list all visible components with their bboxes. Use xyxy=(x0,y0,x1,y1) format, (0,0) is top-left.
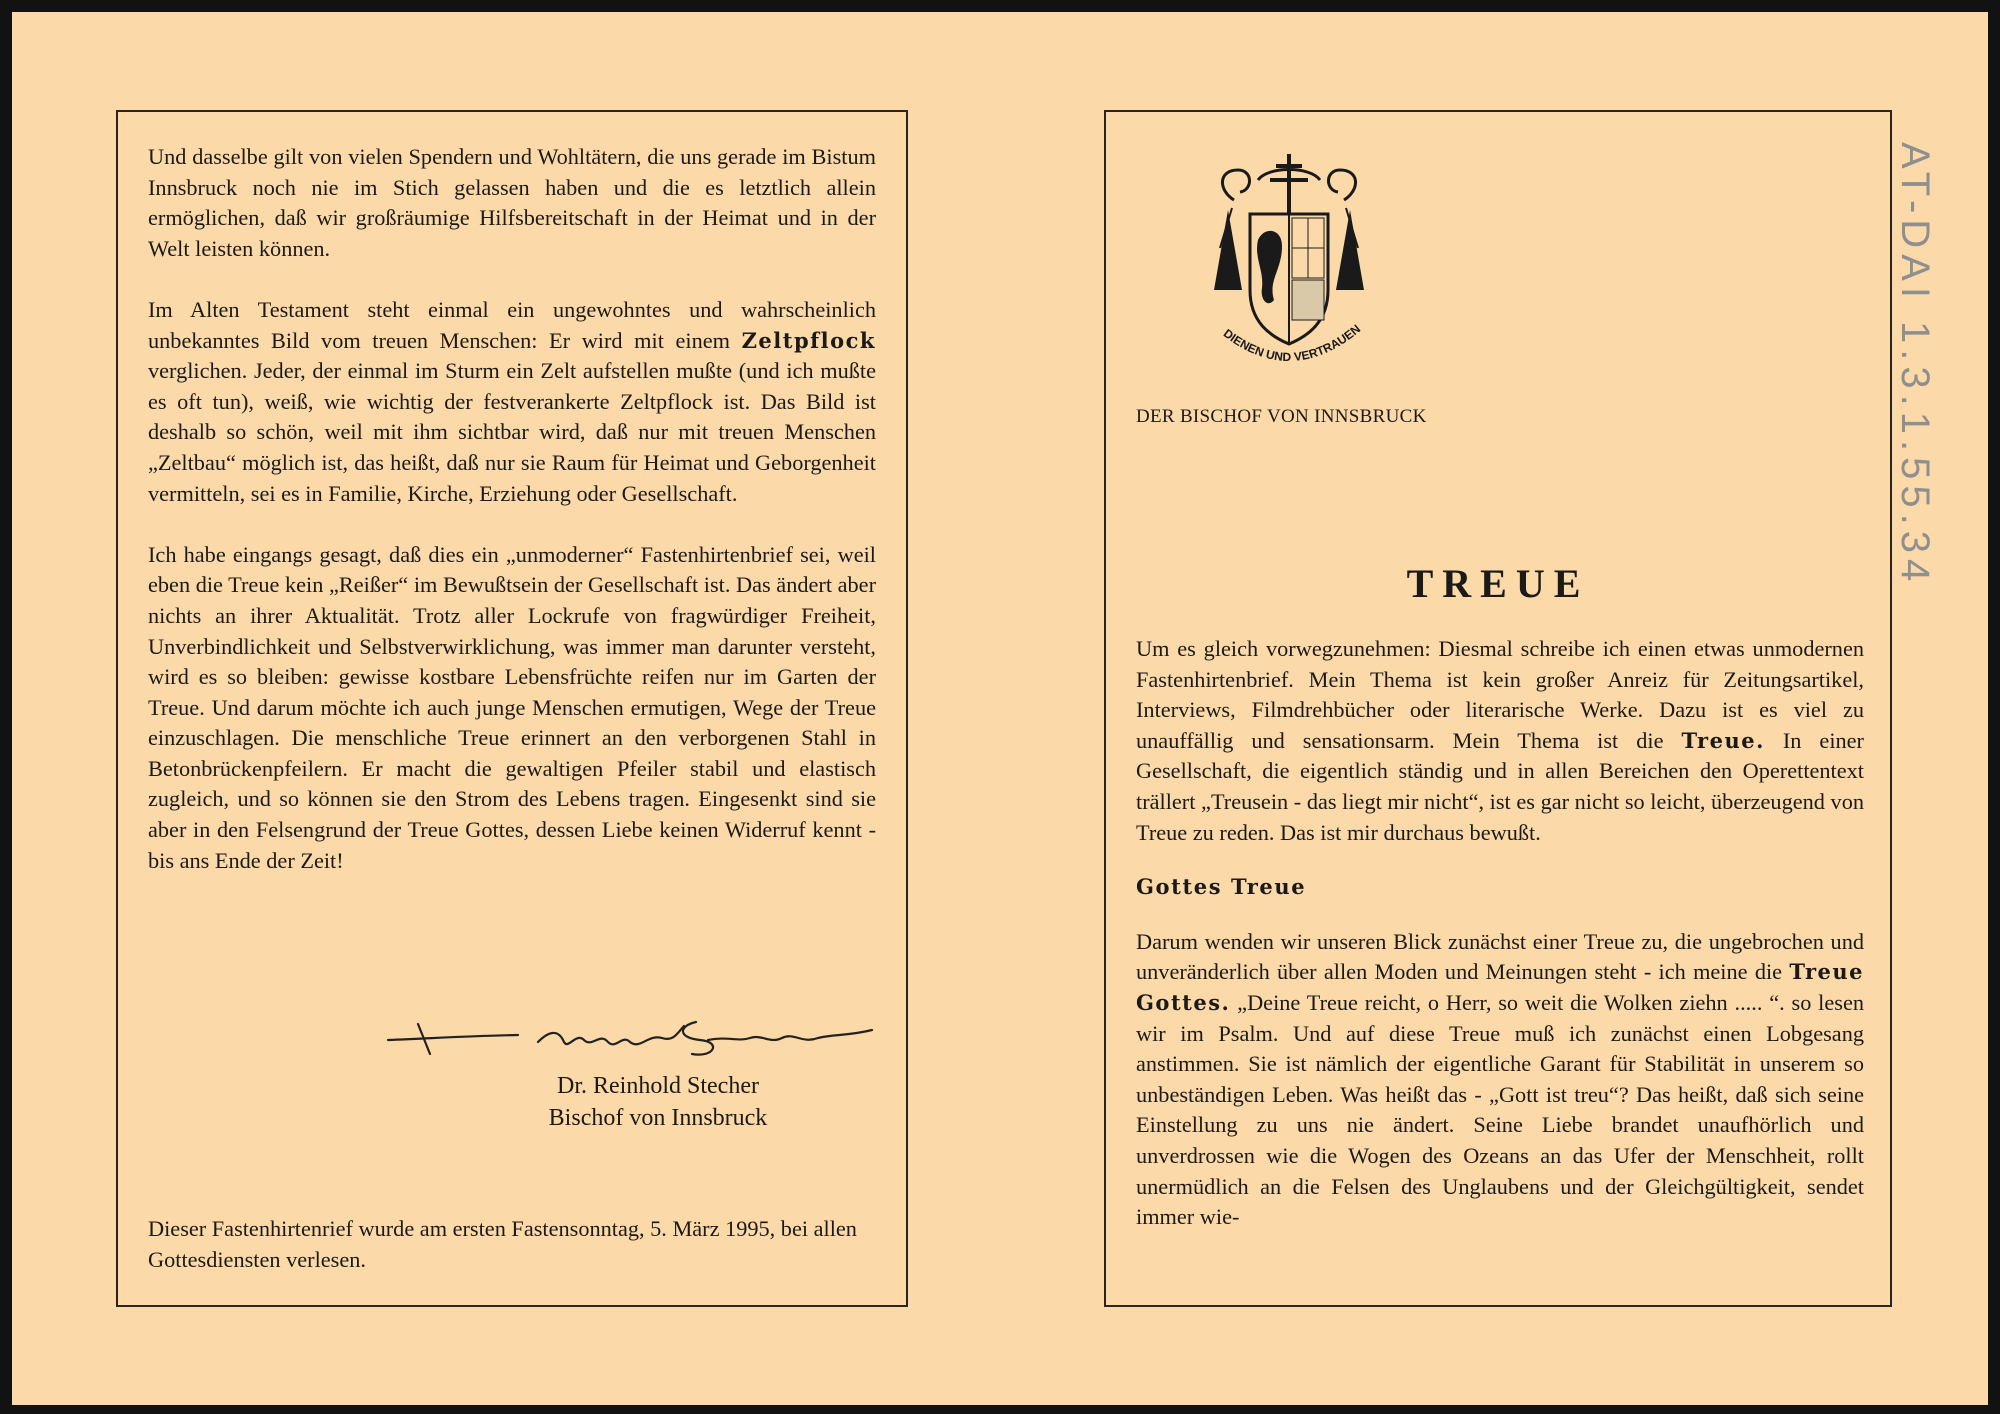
text-run: Im Alten Testament steht einmal ein ungewohntes und wahrscheinlich unbekanntes Bild vom treuen Menschen: Er wird mit einem xyxy=(148,296,876,353)
signer-title: Bischof von Innsbruck xyxy=(548,1105,768,1131)
left-page xyxy=(116,110,908,1307)
handwritten-signature xyxy=(378,1002,878,1062)
text-run: „Deine Treue reicht, o Herr, so weit die Wolken ziehn ..... “. so lesen wir im Psalm. Und auf diese Treue muß ich zunächst einen Lobgesang anstimmen. Sie ist nämlich der eigentliche Garant für Stabilität in unserem so unbeständigen Leben. Was heißt das - „Gott ist treu“? Das heißt, daß sich seine Einstellung zu uns nie ändert. Seine Liebe brandet unaufhörlich und unverdrossen wie die Wogen des Ozeans an das Ufer der Menschheit, rollt unermüdlich an die Felsen des Unglaubens und der Gleichgültigkeit, sendet immer wie- xyxy=(1136,989,1864,1230)
signer-name: Dr. Reinhold Stecher xyxy=(557,1073,759,1099)
reading-note: Dieser Fastenhirtenrief wurde am ersten Fastensonntag, 5. März 1995, bei allen Gottesdiensten verlesen. xyxy=(148,1216,857,1272)
right-page xyxy=(1104,110,1892,1307)
paragraph-unmodern: Ich habe eingangs gesagt, daß dies ein „unmoderner“ Fastenhirtenbrief sei, weil eben die Treue kein „Reißer“ im Bewußtsein der Gesellschaft ist. Das ändert aber nichts an ihrer Aktualität. Trotz aller Lockrufe von fragwürdiger Freiheit, Unverbindlichkeit und Selbstverwirklichung, was immer man darunter versteht, wird es so bleiben: gewisse kostbare Lebensfrüchte reifen nur im Garten der Treue. Und darum möchte ich auch junge Menschen ermutigen, Wege der Treue einzuschlagen. Die menschliche Treue erinnert an den verborgenen Stahl in Betonbrückenpfeilern. Er macht die gewaltigen Pfeiler stabil und elastisch zugleich, und so können sie den Strom des Lebens tragen. Eingesenkt sind sie aber in den Felsengrund der Treue Gottes, dessen Liebe keinen Widerruf kennt - bis ans Ende der Zeit! xyxy=(148,541,876,873)
left-page-body xyxy=(148,142,876,907)
paragraph-intro xyxy=(1136,634,1864,848)
issuer-heading: DER BISCHOF VON INNSBRUCK xyxy=(1136,406,1427,427)
emphasis-treue-gottes: Treue Gottes. xyxy=(1136,959,1864,1015)
emphasis-treue: Treue. xyxy=(1681,727,1765,753)
paragraph-donors: Und dasselbe gilt von vielen Spendern und Wohltätern, die uns gerade im Bistum Innsbruck noch nie im Stich gelassen haben und die es letztlich allein ermöglichen, daß wir großräumige Hilfsbereitschaft in der Heimat und in der Welt leisten können. xyxy=(148,144,876,261)
emphasis-zeltpflock: Zeltpflock xyxy=(741,327,876,353)
text-run: Darum wenden wir unseren Blick zunächst einer Treue zu, die ungebrochen und unveränderlich über allen Moden und Meinungen steht - ich meine die xyxy=(1136,928,1864,985)
paragraph-zeltpflock xyxy=(148,295,876,509)
text-run: Um es gleich vorwegzunehmen: Diesmal schreibe ich einen etwas unmodernen Fastenhirtenbrief. Mein Thema ist kein großer Anreiz für Zeitungsartikel, Interviews, Filmdrehbücher oder literarische Werke. Dazu ist es viel zu unauffällig und sensationsarm. Mein Thema ist die xyxy=(1136,636,1864,753)
right-page-body xyxy=(1136,634,1864,1233)
document-sheet xyxy=(12,12,1988,1405)
letter-title: TREUE xyxy=(1406,561,1590,606)
crest-motto: DIENEN UND VERTRAUEN xyxy=(1220,321,1364,365)
paragraph-gottes-treue xyxy=(1136,927,1864,1233)
text-run: verglichen. Jeder, der einmal im Sturm ein Zelt aufstellen mußte (und ich mußte es oft tun), weiß, wie wichtig der festverankerte Zeltpflock ist. Das Bild ist deshalb so schön, weil mit ihm sichtbar wird, daß nur mit treuen Menschen „Zeltbau“ möglich ist, das heißt, daß nur sie Raum für Heimat und Geborgenheit vermitteln, sei es in Familie, Kirche, Erziehung oder Gesellschaft. xyxy=(148,358,876,506)
episcopal-coat-of-arms xyxy=(1198,150,1380,390)
text-run: In einer Gesellschaft, die eigentlich ständig und in allen Bereichen den Operettentext trällert „Treusein - das liegt mir nicht“, ist es gar nicht so leicht, überzeugend von Treue zu reden. Das ist mir durchaus bewußt. xyxy=(1136,727,1864,845)
section-heading: Gottes Treue xyxy=(1136,874,1307,900)
signature-block xyxy=(498,1070,818,1134)
archive-signature-stamp: AT-DAI 1.3.1.55.34 xyxy=(1893,142,1937,588)
